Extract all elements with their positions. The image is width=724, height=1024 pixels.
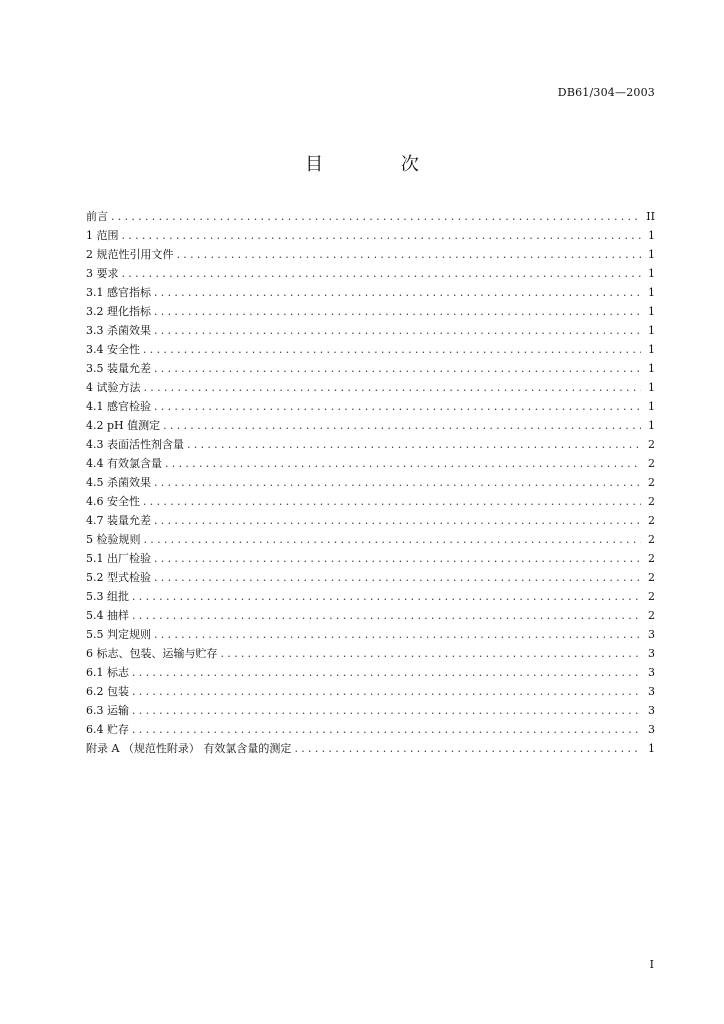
toc-entry-page: 1 — [648, 400, 655, 413]
toc-dot-leader — [144, 530, 642, 549]
toc-entry-page: 1 — [648, 742, 655, 755]
toc-entry-page: 2 — [648, 514, 655, 527]
toc-dot-leader — [165, 454, 641, 473]
toc-entry[interactable] — [86, 492, 655, 511]
toc-entry[interactable] — [86, 359, 655, 378]
toc-entry-page: 2 — [648, 438, 655, 451]
toc-entry-label: 4.1 感官检验 — [86, 400, 151, 413]
page-number: I — [649, 958, 654, 971]
toc-entry[interactable] — [86, 454, 655, 473]
toc-dot-leader — [294, 739, 641, 758]
toc-dot-leader — [154, 283, 641, 302]
toc-dot-leader — [132, 606, 641, 625]
toc-entry[interactable] — [86, 207, 655, 226]
toc-entry[interactable] — [86, 682, 655, 701]
toc-entry-label: 3.4 安全性 — [86, 343, 140, 356]
toc-entry[interactable] — [86, 720, 655, 739]
toc-entry-label: 6.4 贮存 — [86, 723, 129, 736]
toc-dot-leader — [122, 264, 642, 283]
toc-entry-page: 3 — [648, 704, 655, 717]
toc-entry[interactable] — [86, 625, 655, 644]
toc-entry-label: 附录 A （规范性附录） 有效氯含量的测定 — [86, 742, 292, 755]
toc-entry-label: 3.2 理化指标 — [86, 305, 151, 318]
toc-entry-label: 5 检验规则 — [86, 533, 141, 546]
toc-entry-label: 5.2 型式检验 — [86, 571, 151, 584]
page-title: 目 次 — [305, 154, 455, 175]
toc-entry[interactable] — [86, 549, 655, 568]
toc-entry[interactable] — [86, 302, 655, 321]
toc-entry-label: 5.4 抽样 — [86, 609, 129, 622]
toc-entry[interactable] — [86, 511, 655, 530]
toc-entry-label: 前言 — [86, 210, 108, 223]
toc-entry-label: 6.3 运输 — [86, 704, 129, 717]
toc-entry-label: 4.3 表面活性剂含量 — [86, 438, 184, 451]
toc-entry-page: 2 — [648, 552, 655, 565]
toc-entry-page: 1 — [648, 419, 655, 432]
toc-entry-page: 1 — [648, 324, 655, 337]
toc-entry-label: 2 规范性引用文件 — [86, 248, 174, 261]
toc-entry-page: 3 — [648, 723, 655, 736]
toc-entry-page: 1 — [648, 267, 655, 280]
toc-entry[interactable] — [86, 644, 655, 663]
toc-entry[interactable] — [86, 245, 655, 264]
toc-entry-page: 1 — [648, 229, 655, 242]
toc-dot-leader — [154, 568, 641, 587]
toc-entry-page: 3 — [648, 647, 655, 660]
toc-entry-label: 1 范围 — [86, 229, 119, 242]
toc-entry[interactable] — [86, 340, 655, 359]
toc-dot-leader — [143, 340, 641, 359]
toc-entry[interactable] — [86, 378, 655, 397]
toc-entry-page: 1 — [648, 286, 655, 299]
toc-entry[interactable] — [86, 701, 655, 720]
toc-dot-leader — [143, 492, 641, 511]
toc-entry-page: 2 — [648, 457, 655, 470]
toc-dot-leader — [144, 378, 642, 397]
toc-entry-page: 3 — [648, 685, 655, 698]
toc-entry[interactable] — [86, 568, 655, 587]
toc-entry-label: 4.5 杀菌效果 — [86, 476, 151, 489]
toc-entry[interactable] — [86, 530, 655, 549]
toc-entry-label: 4.4 有效氯含量 — [86, 457, 162, 470]
toc-entry-label: 5.5 判定规则 — [86, 628, 151, 641]
toc-entry[interactable] — [86, 587, 655, 606]
toc-entry-page: 3 — [648, 666, 655, 679]
toc-entry-label: 5.1 出厂检验 — [86, 552, 151, 565]
toc-entry-page: 2 — [648, 533, 655, 546]
toc-dot-leader — [132, 682, 641, 701]
toc-entry[interactable] — [86, 416, 655, 435]
table-of-contents — [86, 207, 655, 758]
toc-dot-leader — [154, 625, 641, 644]
toc-dot-leader — [132, 663, 641, 682]
toc-entry-page: 3 — [648, 628, 655, 641]
toc-dot-leader — [132, 587, 641, 606]
toc-dot-leader — [154, 321, 641, 340]
toc-entry-label: 4.2 pH 值测定 — [86, 419, 161, 432]
toc-entry-label: 4 试验方法 — [86, 381, 141, 394]
toc-dot-leader — [163, 416, 641, 435]
toc-entry-label: 3.3 杀菌效果 — [86, 324, 151, 337]
toc-entry[interactable] — [86, 321, 655, 340]
toc-dot-leader — [154, 511, 641, 530]
toc-dot-leader — [111, 207, 641, 226]
toc-entry-page: 1 — [648, 343, 655, 356]
toc-dot-leader — [154, 473, 641, 492]
toc-entry[interactable] — [86, 473, 655, 492]
toc-entry[interactable] — [86, 264, 655, 283]
toc-entry[interactable] — [86, 283, 655, 302]
toc-dot-leader — [132, 701, 641, 720]
toc-entry-label: 6.2 包装 — [86, 685, 129, 698]
toc-entry-page: 1 — [648, 381, 655, 394]
toc-entry-page: 2 — [648, 571, 655, 584]
toc-entry-page: 1 — [648, 305, 655, 318]
toc-entry[interactable] — [86, 397, 655, 416]
toc-entry-label: 3 要求 — [86, 267, 119, 280]
toc-dot-leader — [154, 549, 641, 568]
toc-entry-page: 2 — [648, 609, 655, 622]
toc-entry[interactable] — [86, 663, 655, 682]
toc-entry-label: 6.1 标志 — [86, 666, 129, 679]
toc-entry-label: 6 标志、包装、运输与贮存 — [86, 647, 218, 660]
toc-dot-leader — [221, 644, 642, 663]
toc-dot-leader — [154, 302, 641, 321]
toc-dot-leader — [177, 245, 642, 264]
toc-entry-page: 1 — [648, 362, 655, 375]
toc-entry-label: 3.5 装量允差 — [86, 362, 151, 375]
toc-entry[interactable] — [86, 435, 655, 454]
standard-code: DB61/304—2003 — [557, 86, 655, 99]
toc-entry-page: 2 — [648, 476, 655, 489]
toc-entry[interactable] — [86, 739, 655, 758]
toc-entry[interactable] — [86, 226, 655, 245]
toc-entry-page: 1 — [648, 248, 655, 261]
toc-entry-label: 3.1 感官指标 — [86, 286, 151, 299]
toc-dot-leader — [154, 397, 641, 416]
toc-dot-leader — [187, 435, 641, 454]
toc-dot-leader — [154, 359, 641, 378]
toc-entry-page: 2 — [648, 495, 655, 508]
toc-entry-page: 2 — [648, 590, 655, 603]
toc-entry-page: II — [646, 210, 655, 223]
toc-dot-leader — [122, 226, 642, 245]
toc-dot-leader — [132, 720, 641, 739]
toc-entry-label: 5.3 组批 — [86, 590, 129, 603]
toc-entry-label: 4.7 装量允差 — [86, 514, 151, 527]
toc-entry[interactable] — [86, 606, 655, 625]
toc-entry-label: 4.6 安全性 — [86, 495, 140, 508]
